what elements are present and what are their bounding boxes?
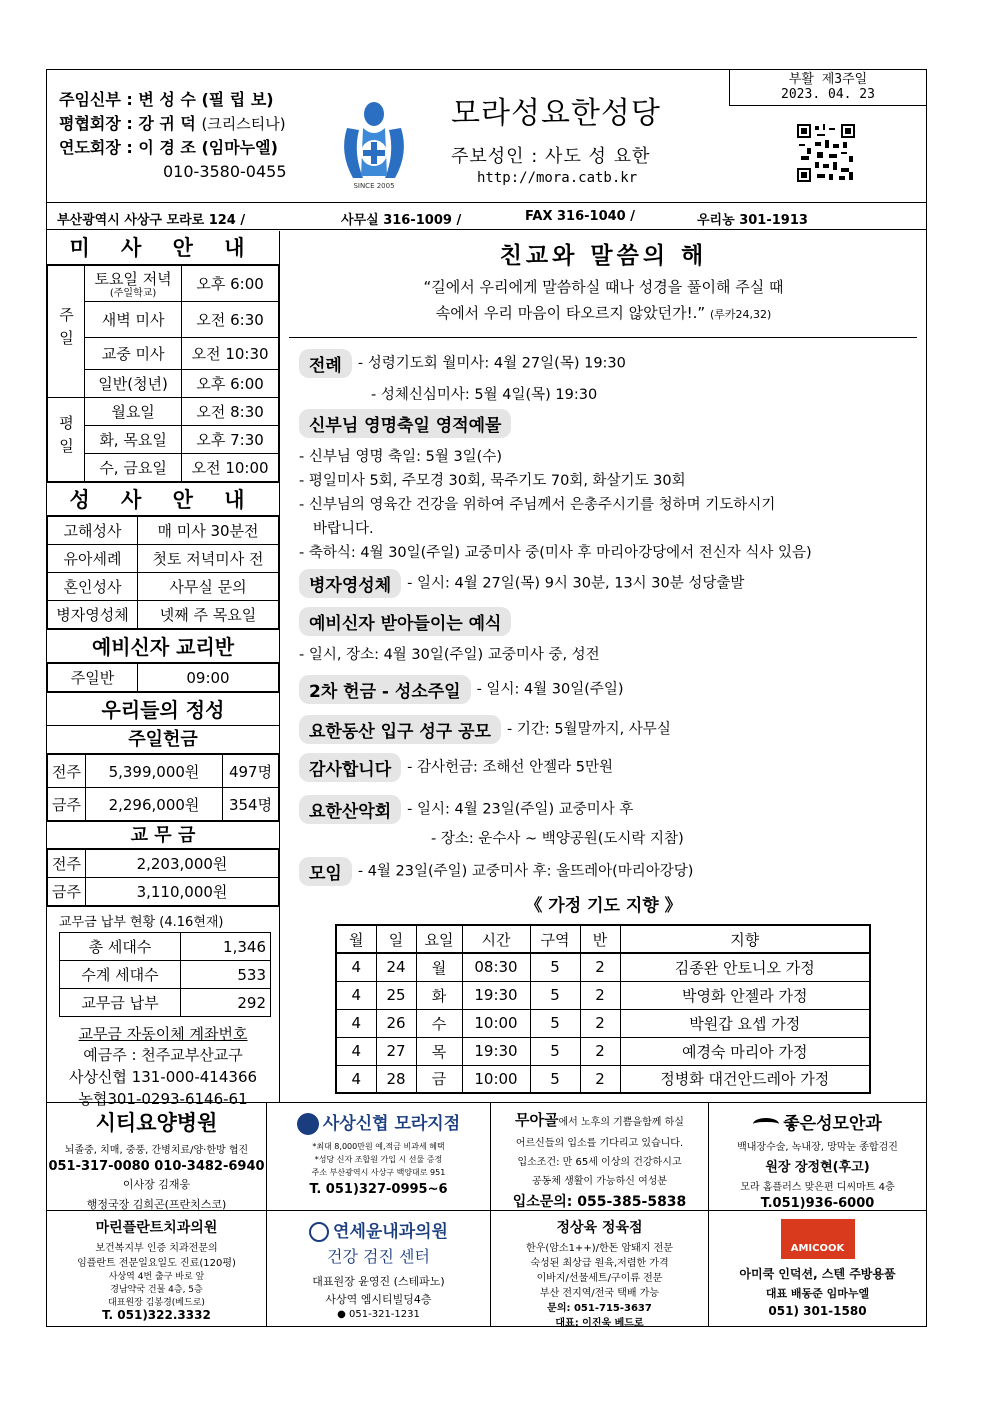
notice-text: - 일시: 4월 27일(목) 9시 30분, 13시 30분 성당출발	[407, 575, 745, 592]
notice-text: - 평일미사 5회, 주모경 30회, 묵주기도 70회, 화살기도 30회	[299, 473, 686, 489]
cell: 2	[580, 1065, 620, 1093]
ad-phone: T.051)936-6000	[760, 1196, 875, 1211]
account-holder: 예금주 : 천주교부산교구	[83, 1046, 243, 1064]
farm-phone: 우리농 301-1913	[697, 213, 808, 228]
qr-code-icon[interactable]	[797, 124, 855, 182]
table-row	[336, 981, 870, 1009]
mass-time: 오후 6:00	[182, 266, 279, 302]
offering-count: 354명	[223, 788, 279, 821]
col-weekday: 요일	[416, 925, 462, 953]
table-row	[48, 878, 279, 906]
ad-text: 대표: 이진욱 베드로	[555, 1318, 644, 1327]
cell: 4	[336, 1065, 376, 1093]
notice-text: - 신부님 영명 축일: 5월 3일(수)	[299, 449, 502, 465]
notice-title: 신부님 영명축일 영적예물	[299, 409, 511, 438]
mass-name: 월요일	[85, 398, 182, 426]
cell: 김종완 안토니오 가정	[620, 953, 870, 981]
bulletin-frame	[46, 69, 927, 1327]
notice-contest	[299, 715, 671, 744]
table-row	[60, 961, 271, 989]
sacrament-value: 매 미사 30분전	[138, 517, 279, 545]
ad-amicook[interactable]	[709, 1211, 926, 1327]
ad-text: 경남약국 건물 4층, 5층	[110, 1285, 203, 1295]
quote-reference: (루카24,32)	[709, 308, 772, 321]
ad-nursing-home[interactable]	[491, 1103, 709, 1211]
notice-thanks	[299, 753, 613, 782]
status-label: 수계 세대수	[60, 961, 181, 989]
left-column	[47, 231, 280, 1108]
notice-title: 모임	[299, 857, 352, 886]
ad-text: *성당 신자 조합원 가입 시 선물 증정	[314, 1155, 443, 1164]
ad-butcher[interactable]	[491, 1211, 709, 1327]
sacrament-name: 병자영성체	[48, 601, 138, 629]
table-row	[336, 1009, 870, 1037]
ad-text: *최대 8,000만원 예,적금 비과세 혜택	[312, 1142, 445, 1151]
cell: 4	[336, 953, 376, 981]
sunday-label	[48, 266, 85, 398]
offering-count: 497명	[223, 755, 279, 788]
phone-icon: ●	[337, 1309, 346, 1320]
week-label: 금주	[48, 878, 86, 906]
tithe-table	[47, 849, 279, 906]
mass-time: 오전 8:30	[182, 398, 279, 426]
sacrament-value: 첫토 저녁미사 전	[138, 545, 279, 573]
col-time: 시간	[462, 925, 530, 953]
table-row	[48, 755, 279, 788]
weekday-label	[48, 398, 85, 482]
sacrament-name: 혼인성사	[48, 573, 138, 601]
ad-text: 아미쿡 인덕션, 스텐 주방용품	[739, 1267, 896, 1281]
sunday-offering-title: 주일헌금	[47, 726, 279, 754]
auto-transfer-title: 교무금 자동이체 계좌번호	[78, 1025, 248, 1043]
notice-text: - 4월 23일(주일) 교중미사 후: 울뜨레아(마리아강당)	[357, 863, 694, 880]
table-row	[48, 545, 279, 573]
liturgical-week: 부활 제3주일	[788, 72, 868, 87]
status-value: 1,346	[181, 933, 271, 961]
sacrament-table	[47, 516, 279, 629]
cell: 4	[336, 1037, 376, 1065]
year-theme: 친교와 말씀의 해	[499, 243, 708, 269]
offering-table	[47, 754, 279, 821]
tithe-status-table	[59, 932, 271, 1017]
offering-amount: 2,296,000원	[86, 788, 223, 821]
ad-name	[267, 1109, 490, 1135]
mass-time: 오후 6:00	[182, 370, 279, 398]
notice-text: - 일시: 4월 30일(주일)	[476, 681, 624, 698]
cell: 5	[530, 1009, 580, 1037]
ad-internal-clinic[interactable]	[267, 1211, 491, 1327]
notice-sick-communion	[299, 569, 744, 598]
table-row	[336, 953, 870, 981]
staff-info	[59, 88, 287, 184]
ad-text: 한우(암소1++)/한돈 암돼지 전문	[526, 1243, 673, 1254]
address-bar	[47, 204, 926, 230]
ad-text: 공동체 생활이 가능하신 여성분	[531, 1176, 668, 1187]
ad-phone: 문의: 051-715-3637	[547, 1303, 652, 1314]
catechism-time: 09:00	[138, 664, 279, 692]
status-label: 총 세대수	[60, 933, 181, 961]
cell: 4	[336, 1009, 376, 1037]
ad-text: 백내장수술, 녹내장, 망막눈 종합검진	[737, 1142, 898, 1153]
ad-text: 부산 전지역/전국 택배 가능	[539, 1288, 660, 1299]
col-district: 구역	[530, 925, 580, 953]
cell: 금	[416, 1065, 462, 1093]
ad-phone: T. 051)322.3332	[102, 1308, 211, 1322]
mass-name-text: 토요일 저녁	[94, 270, 172, 288]
amicook-logo-icon: AMICOOK	[781, 1219, 855, 1259]
patron-saint: 주보성인 : 사도 성 요한	[451, 146, 651, 167]
ad-text: 원장 장정현(후고)	[765, 1160, 870, 1175]
cell: 4	[336, 981, 376, 1009]
notice-title: 감사합니다	[299, 753, 401, 782]
ad-text: 에서 노후의 기쁨을함께 하실	[558, 1117, 684, 1128]
notice-title: 2차 헌금 - 성소주일	[299, 675, 471, 704]
legion-label: 연도회장 : 이 경 조	[59, 138, 196, 157]
ad-credit-union[interactable]	[267, 1103, 491, 1211]
ad-name: 마린플란트치과의원	[95, 1220, 218, 1236]
table-row	[48, 664, 279, 692]
mass-time: 오후 7:30	[182, 426, 279, 454]
cell: 박원갑 요셉 가정	[620, 1009, 870, 1037]
mass-time: 오전 6:30	[182, 302, 279, 338]
table-row	[48, 850, 279, 878]
mass-time: 오전 10:00	[182, 454, 279, 482]
cell: 28	[376, 1065, 416, 1093]
cell: 5	[530, 981, 580, 1009]
ad-text: 대표원장 김봉경(베드로)	[108, 1298, 205, 1308]
ad-phone: 051-317-0080 010-3482-6940	[48, 1159, 265, 1174]
status-value: 292	[181, 989, 271, 1017]
notice-text: - 일시: 4월 23일(주일) 교중미사 후	[407, 801, 634, 818]
ad-name: 정상육 정육점	[556, 1220, 643, 1236]
tithe-amount: 3,110,000원	[86, 878, 279, 906]
pastor-name: (필 립 보)	[201, 90, 274, 109]
notice-liturgy	[299, 349, 626, 378]
catechism-name: 주일반	[48, 664, 138, 692]
catechism-title: 예비신자 교리반	[47, 629, 279, 663]
cell: 10:00	[462, 1009, 530, 1037]
ad-text: 입소조건: 만 65세 이상의 건강하시고	[517, 1157, 682, 1168]
prayer-title: 《 가정 기도 지향 》	[525, 896, 682, 916]
status-label: 교무금 납부	[60, 989, 181, 1017]
cell: 27	[376, 1037, 416, 1065]
ad-text: 숙성된 최상급 원육,저렴한 가격	[530, 1258, 669, 1269]
week-label: 전주	[48, 850, 86, 878]
weekday-label-text: 평일	[57, 414, 75, 461]
tithe-title: 교 무 금	[47, 821, 279, 849]
sacrament-value: 사무실 문의	[138, 573, 279, 601]
table-row	[60, 933, 271, 961]
pastor-label: 주임신부 : 변 성 수	[59, 90, 196, 109]
ad-text: 행정국장 김희곤(프란치스코)	[86, 1198, 227, 1211]
divider	[289, 337, 917, 338]
col-intention: 지향	[620, 925, 870, 953]
week-label: 금주	[48, 788, 86, 821]
notice-text: 바랍니다.	[313, 521, 374, 537]
notice-catechumen	[299, 607, 517, 636]
col-group: 반	[580, 925, 620, 953]
ad-name-text: 좋은성모안과	[783, 1114, 882, 1134]
ad-phone: 051) 301-1580	[768, 1304, 867, 1318]
cell: 5	[530, 953, 580, 981]
cell: 예경숙 마리아 가정	[620, 1037, 870, 1065]
ad-phone: T. 051)327-0995~6	[309, 1182, 448, 1197]
quote-line-1: “길에서 우리에게 말씀하실 때나 성경을 풀이해 주실 때	[423, 278, 784, 296]
legion-name: (임마누엘)	[201, 138, 278, 157]
status-value: 533	[181, 961, 271, 989]
table-row	[48, 398, 279, 426]
ad-text: 대표 배동준 임마누엘	[765, 1287, 870, 1300]
mass-name: 화, 목요일	[85, 426, 182, 454]
ads-section	[47, 1102, 926, 1326]
tithe-amount: 2,203,000원	[86, 850, 279, 878]
ad-name-text: 연세윤내과의원	[333, 1222, 448, 1242]
mass-sub: (주일학교)	[109, 288, 157, 299]
notice-title: 요한동산 입구 성구 공모	[299, 715, 501, 744]
notice-title: 요한산악회	[299, 795, 401, 824]
ad-text: 대표원장 윤영진 (스테파노)	[312, 1275, 445, 1288]
ad-phone-text: 051-321-1231	[349, 1309, 420, 1320]
table-header-row	[336, 925, 870, 953]
sacrament-title: 성 사 안 내	[47, 482, 279, 516]
table-row	[336, 1037, 870, 1065]
col-month: 월	[336, 925, 376, 953]
ad-phone	[267, 1309, 490, 1320]
notice-text: - 감사헌금: 조해선 안젤라 5만원	[407, 759, 613, 776]
ad-name	[267, 1217, 490, 1242]
mass-name: 교중 미사	[85, 338, 182, 370]
notice-meeting	[299, 857, 693, 886]
account-number-2: 농협301-0293-6146-61	[78, 1090, 248, 1108]
quote-line-2: 속에서 우리 마음이 타오르지 않았던가!.”	[435, 304, 706, 322]
cell: 24	[376, 953, 416, 981]
mass-time: 오전 10:30	[182, 338, 279, 370]
cell: 월	[416, 953, 462, 981]
cell: 5	[530, 1065, 580, 1093]
ad-text: 이바지/선물세트/구이류 전문	[536, 1273, 663, 1284]
notice-title: 전례	[299, 349, 352, 378]
cell: 2	[580, 1037, 620, 1065]
tithe-status-title: 교무금 납부 현황 (4.16현재)	[47, 906, 279, 930]
cell: 19:30	[462, 981, 530, 1009]
notice-text: - 일시, 장소: 4월 30일(주일) 교중미사 중, 성전	[299, 647, 600, 663]
ad-name-text: 사상신협 모라지점	[322, 1114, 461, 1134]
ad-dental[interactable]	[47, 1211, 267, 1327]
account-number-1: 사상신협 131-000-414366	[68, 1068, 258, 1086]
mass-name: 새벽 미사	[85, 302, 182, 338]
table-row	[60, 989, 271, 1017]
sunday-label-text: 주일	[57, 306, 75, 353]
cell: 26	[376, 1009, 416, 1037]
office-phone: 사무실 316-1009 /	[341, 213, 462, 228]
cell: 2	[580, 981, 620, 1009]
table-row	[48, 573, 279, 601]
cell: 25	[376, 981, 416, 1009]
parish-logo-icon	[339, 98, 409, 190]
cross-icon	[309, 1222, 329, 1242]
ad-text: 모라 홈플러스 맞은편 디씨마트 4층	[740, 1182, 895, 1193]
cell: 수	[416, 1009, 462, 1037]
finance-title: 우리들의 정성	[47, 692, 279, 726]
catechism-table	[47, 663, 279, 692]
col-day: 일	[376, 925, 416, 953]
sacrament-name: 유아세례	[48, 545, 138, 573]
ad-text: 어르신들의 입소를 기다리고 있습니다.	[515, 1138, 684, 1149]
table-row	[48, 601, 279, 629]
notice-title: 병자영성체	[299, 569, 401, 598]
cell: 08:30	[462, 953, 530, 981]
council-label: 평협회장 : 강 귀 덕	[59, 114, 196, 133]
mass-name: 일반(청년)	[85, 370, 182, 398]
ad-eye-clinic[interactable]	[709, 1103, 926, 1211]
prayer-table	[335, 924, 871, 1094]
notice-text: - 성령기도회 월미사: 4월 27일(목) 19:30	[357, 355, 626, 372]
mass-name: 수, 금요일	[85, 454, 182, 482]
cell: 목	[416, 1037, 462, 1065]
notice-hiking	[299, 795, 633, 824]
ad-city-hospital[interactable]	[47, 1103, 267, 1211]
ad-phone: 입소문의: 055-385-5838	[512, 1194, 687, 1210]
cell: 2	[580, 953, 620, 981]
ad-subtitle: 건강 검진 센터	[327, 1247, 430, 1266]
notice-second-collection	[299, 675, 624, 704]
mass-table	[47, 265, 279, 482]
ad-name	[709, 1109, 926, 1134]
address: 부산광역시 사상구 모라로 124 /	[57, 213, 246, 228]
notice-text: - 성체신심미사: 5월 4일(목) 19:30	[371, 387, 598, 403]
mass-title: 미 사 안 내	[47, 231, 279, 265]
notice-feast	[299, 409, 517, 438]
cell: 19:30	[462, 1037, 530, 1065]
cell: 박영화 안젤라 가정	[620, 981, 870, 1009]
cell: 10:00	[462, 1065, 530, 1093]
sacrament-name: 고해성사	[48, 517, 138, 545]
shield-icon	[297, 1113, 319, 1135]
sacrament-value: 넷째 주 목요일	[138, 601, 279, 629]
ad-text: 주소 부산광역시 사상구 백양대로 951	[311, 1168, 446, 1177]
week-box	[729, 70, 926, 106]
week-label: 전주	[48, 755, 86, 788]
notice-text: - 기간: 5월말까지, 사무실	[506, 721, 671, 738]
council-name: (크리스티나)	[201, 115, 286, 133]
ad-name: 무아골	[515, 1111, 559, 1129]
mass-name	[85, 266, 182, 302]
header	[47, 70, 926, 203]
table-row	[48, 266, 279, 302]
notice-text: - 장소: 운수사 ~ 백양공원(도시락 지참)	[431, 831, 684, 847]
offering-amount: 5,399,000원	[86, 755, 223, 788]
ad-text: 사상역 4번 출구 바로 앞	[108, 1272, 205, 1282]
notice-text: - 축하식: 4월 30일(주일) 교중미사 중(미사 후 마리아강당에서 전신자 식사 있음)	[299, 545, 812, 561]
notice-title: 예비신자 받아들이는 예식	[299, 607, 511, 636]
fax: FAX 316-1040 /	[525, 209, 635, 224]
table-row	[48, 517, 279, 545]
table-row	[336, 1065, 870, 1093]
ad-text: 뇌졸중, 치매, 중풍, 간병치료/양·한방 협진	[64, 1145, 249, 1156]
eye-icon	[753, 1118, 779, 1130]
cell: 화	[416, 981, 462, 1009]
notice-text: - 신부님의 영육간 건강을 위하여 주님께서 은총주시기를 청하며 기도하시기	[299, 497, 776, 513]
notices-column	[281, 231, 926, 1102]
table-row	[48, 788, 279, 821]
cell: 정병화 대건안드레아 가정	[620, 1065, 870, 1093]
bulletin-date: 2023. 04. 23	[781, 87, 875, 102]
ad-text: 임플란트 전문일요일도 진료(120평)	[77, 1258, 236, 1269]
ad-text: 이사장 김재웅	[122, 1178, 191, 1191]
parish-url[interactable]: http://mora.catb.kr	[477, 170, 638, 186]
logo-text: SINCE 2005	[353, 182, 395, 190]
parish-title: 모라성요한성당	[451, 96, 661, 131]
cell: 2	[580, 1009, 620, 1037]
ad-name: 시티요양병원	[95, 1111, 218, 1135]
phone: 010-3580-0455	[163, 162, 287, 181]
ad-text: 보건복지부 인증 치과전문의	[95, 1243, 218, 1254]
cell: 5	[530, 1037, 580, 1065]
ad-text: 사상역 엠시티빌딩4층	[325, 1293, 432, 1306]
